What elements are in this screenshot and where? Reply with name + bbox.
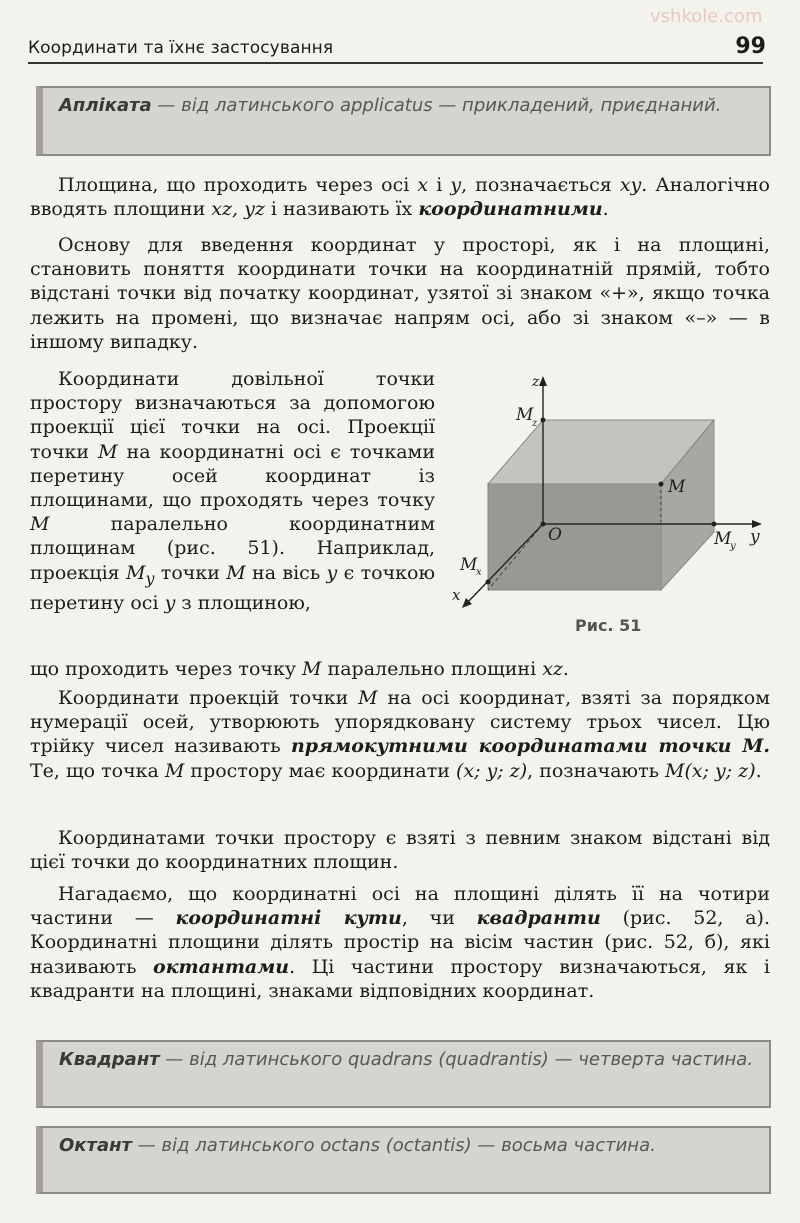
point-Mx — [486, 580, 491, 585]
point-My — [712, 522, 717, 527]
term-coordinate-planes: координатними — [418, 198, 603, 221]
label-M: M — [668, 477, 686, 497]
term-octants: октантами — [153, 955, 290, 978]
definition-text: — від латинського applicatus — прикладений, приєднаний. — [151, 95, 722, 116]
paragraph-2: Основу для введення координат у просторі, як і на площині, становить поняття координати точки на координатній прямій, тобто відстані точки від початку координат, узятої зі знаком «+», якщо точка лежить на промені, що визначає напрям осі, або зі знаком «–» — в іншому випадку. — [30, 234, 770, 353]
point-M — [659, 482, 664, 487]
label-x: x — [452, 586, 461, 604]
page-number: 99 — [735, 34, 766, 59]
figure-caption: Рис. 51 — [575, 616, 642, 635]
label-Mx: M — [460, 555, 478, 575]
point-O — [541, 522, 546, 527]
paragraph-3-last-line: що проходить через точку M паралельно площині xz. — [30, 658, 569, 680]
definition-box-applicata — [36, 86, 771, 156]
chapter-title: Координати та їхнє застосування — [28, 38, 334, 58]
term-rectangular-coordinates: прямокутними координатами точки — [290, 735, 743, 758]
label-My-sub: y — [730, 541, 736, 552]
paragraph-5: Координатами точки простору є взяті з певним знаком відстані від цієї точки до координатних площин. — [30, 827, 770, 874]
label-O: O — [548, 525, 562, 545]
definition-text: — від латинського octans (octantis) — восьма частина. — [131, 1135, 656, 1156]
paragraph-3: Координати довільної точки простору визначаються за допомогою проекції цієї точки на осі. Проекції точки M на координатні осі є точками перетину осей координат із площинами, що проходять через точку M паралельно координатним площинам (рис. 51). Наприклад, проекція $M_y$ точки M на вісь y є точкою перетину осі y з площиною, — [30, 368, 435, 614]
label-My: M — [714, 529, 732, 549]
paragraph-4: Координати проекцій точки M на осі координат, взяті за порядком нумерації осей, утворюють упорядковану систему трьох чисел. Цю трійку чисел називають прямокутними координатами точки M. Те, що точка M простору має координати (x; y; z), позначають M(x; y; z). — [30, 687, 770, 782]
term-coordinate-angles: координатні кути — [175, 907, 402, 930]
box-front-face — [488, 484, 661, 590]
definition-text: — від латинського quadrans (quadrantis) — четверта частина. — [159, 1049, 754, 1070]
paragraph-6: Нагадаємо, що координатні осі на площині ділять її на чотири частини — координатні кути, чи квадранти (рис. 52, а). Координатні площини ділять простір на вісім частин (рис. 52, б), які називають октантами. Ці частини простору визначаються, як і квадранти на площині, знаками відповідних координат. — [30, 883, 771, 1002]
page-header — [28, 30, 776, 62]
definition-term: Октант — [59, 1135, 132, 1156]
definition-box-octant — [36, 1126, 771, 1194]
label-y: y — [750, 527, 760, 547]
term-quadrants: квадранти — [476, 907, 601, 930]
z-axis-arrow — [539, 376, 547, 386]
paragraph-1: Площина, що проходить через осі x і y, позначається xy. Аналогічно вводять площини xz, yz і називають їх координатними. — [30, 174, 771, 221]
watermark: vshkole.com — [650, 6, 763, 27]
label-Mx-sub: x — [476, 567, 482, 578]
definition-term: Квадрант — [59, 1049, 160, 1070]
definition-term: Апліката — [59, 95, 152, 116]
label-Mz-sub: z — [532, 418, 538, 429]
point-Mz — [541, 418, 546, 423]
header-rule — [28, 62, 763, 64]
label-Mz: M — [516, 405, 534, 425]
definition-box-quadrant — [36, 1040, 771, 1108]
label-z: z — [532, 374, 540, 390]
